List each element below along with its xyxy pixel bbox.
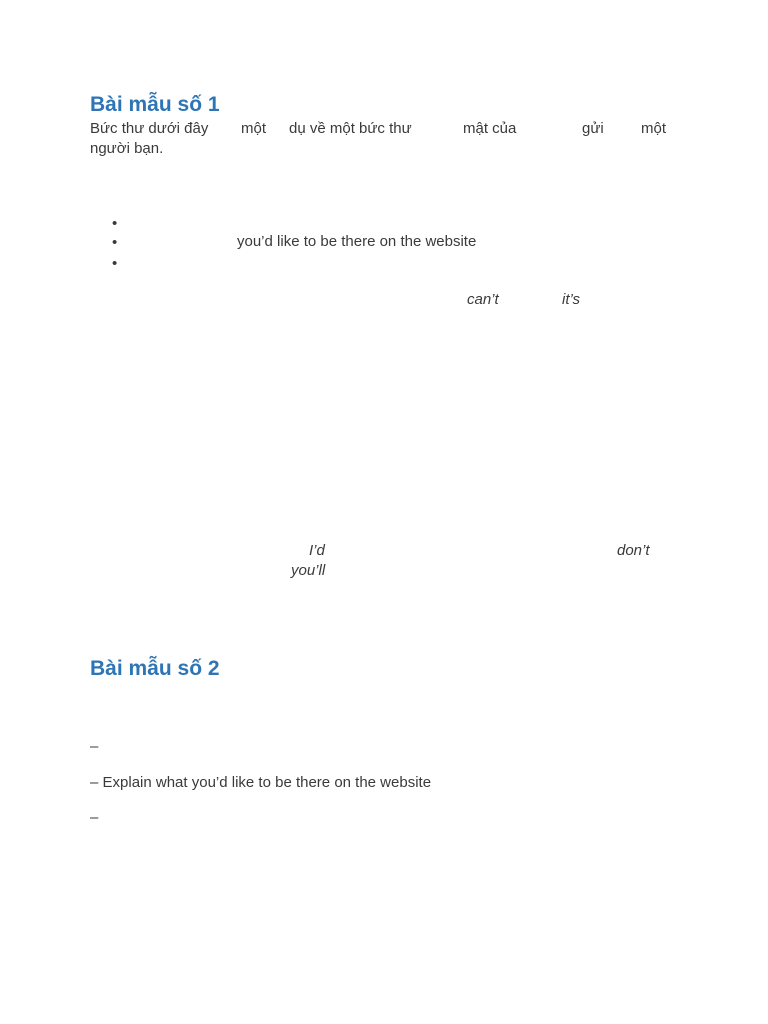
fragment-youll: you’ll [291,562,326,579]
section1-heading: Bài mẫu số 1 [90,93,220,116]
bullet-2-marker: • [112,234,118,251]
bullet-3-marker: • [112,255,118,272]
intro-word-6: một [641,120,667,137]
bullet-2-text: you’d like to be there on the website [237,233,477,250]
section2-heading: Bài mẫu số 2 [90,657,220,680]
fragment-its: it’s [562,291,581,308]
intro-word-4: mật của [463,120,517,137]
fragment-cant: can’t [467,291,499,308]
section2-line-2: – Explain what you’d like to be there on the website [90,774,432,791]
section2-line-1: – [90,738,99,755]
intro-word-3: dụ về một bức thư [289,120,412,137]
intro-word-2: một [241,120,267,137]
intro-word-5: gửi [582,120,604,137]
section2-line-3: – [90,809,99,826]
fragment-dont: don’t [617,542,650,559]
fragment-id: I’d [309,542,325,559]
intro-line-2: người bạn. [90,140,164,157]
bullet-1-marker: • [112,215,118,232]
intro-word-1: Bức thư dưới đây [90,120,209,137]
